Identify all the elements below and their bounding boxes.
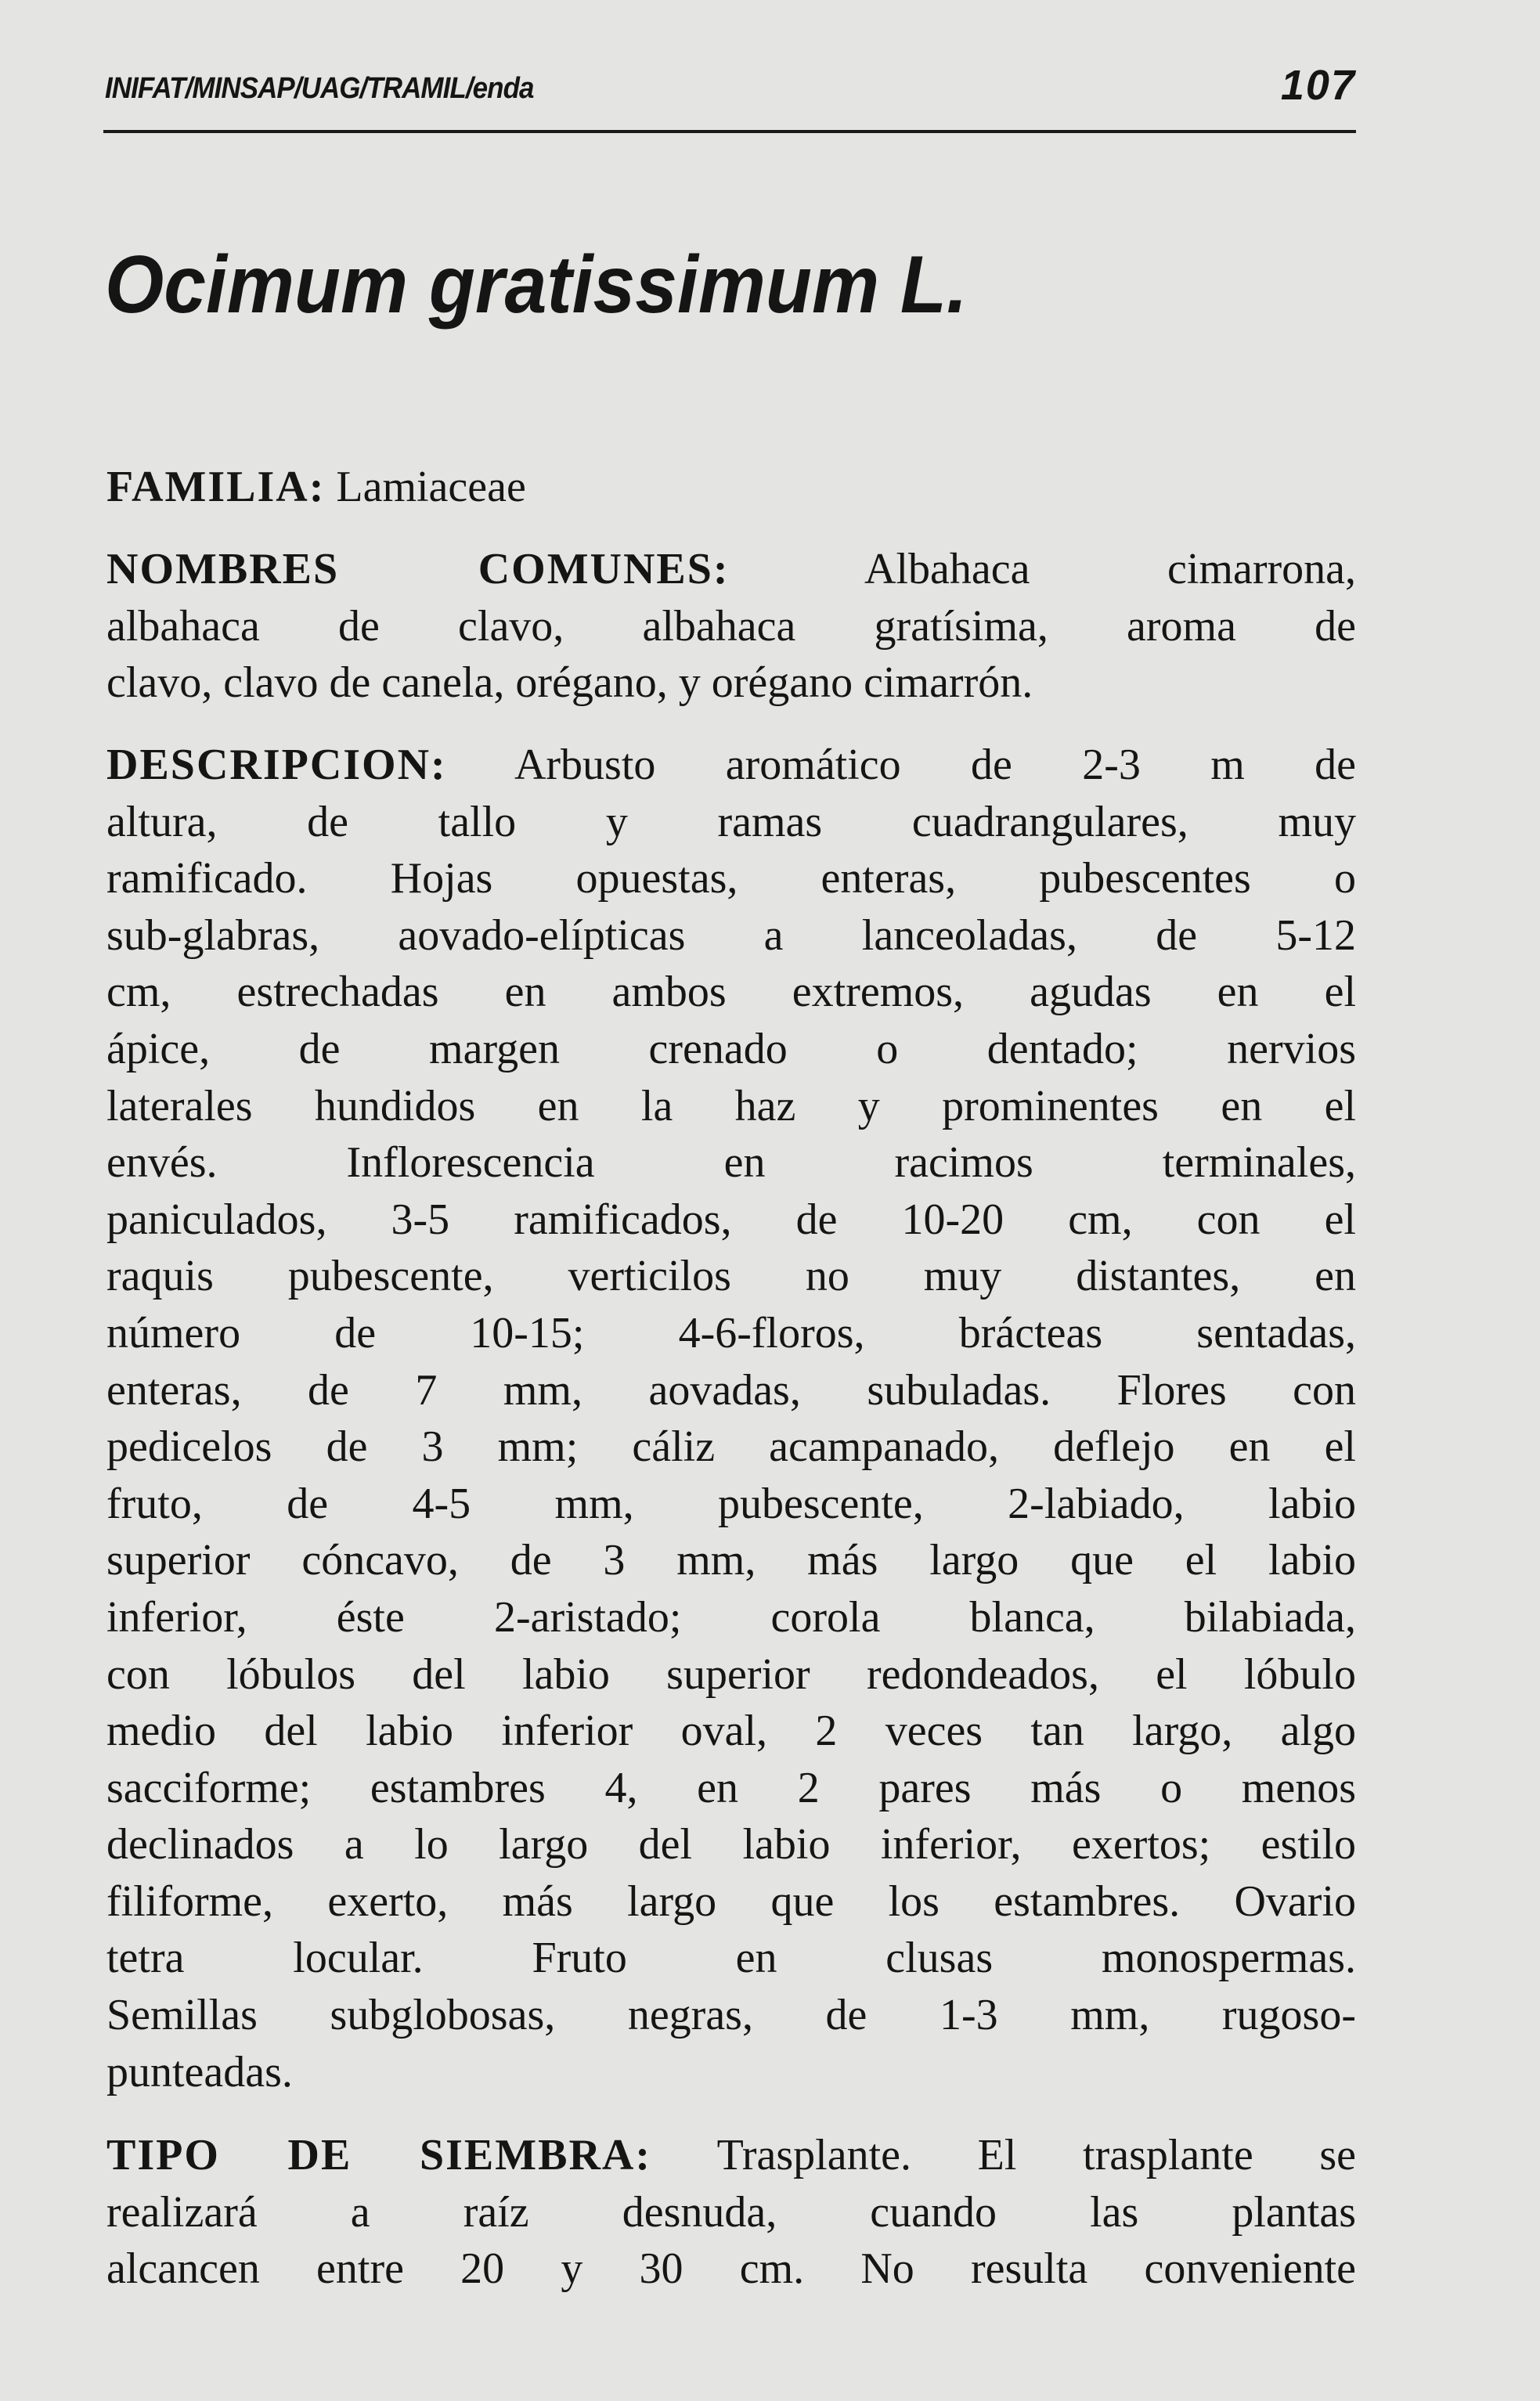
text-line — [106, 1191, 1356, 1249]
line-text: número de 10-15; 4-6-floros, brácteas sentadas, — [106, 1308, 1356, 1357]
line-text: sub-glabras, aovado-elípticas a lanceoladas, de 5-12 — [106, 910, 1356, 960]
line-text: Arbusto aromático de 2-3 m de — [514, 741, 1356, 789]
text-line — [106, 2241, 1356, 2298]
text-line — [106, 1589, 1356, 1646]
line-text: Lamiaceae — [336, 463, 526, 511]
text-line — [106, 2044, 1356, 2101]
line-text: medio del labio inferior oval, 2 veces tan largo, algo — [106, 1707, 1356, 1756]
line-text: envés. Inflorescencia en racimos terminales, — [106, 1138, 1356, 1188]
section-nombres-comunes — [106, 541, 1356, 712]
line-text: declinados a lo largo del labio inferior, exertos; estilo — [106, 1820, 1356, 1869]
line-text: pedicelos de 3 mm; cáliz acampanado, deflejo en el — [106, 1422, 1356, 1472]
line-text: ápice, de margen crenado o dentado; nervios — [106, 1024, 1356, 1073]
header-rule — [103, 130, 1356, 133]
section-label: NOMBRES COMUNES: — [106, 545, 730, 593]
section-tipo-de-siembra — [106, 2127, 1356, 2298]
text-line — [106, 654, 1356, 712]
text-line — [106, 541, 1356, 598]
line-text: Albahaca cimarrona, — [864, 545, 1356, 593]
line-text: raquis pubescente, verticilos no muy distantes, en — [106, 1252, 1356, 1301]
text-line — [106, 1248, 1356, 1305]
text-line — [106, 1134, 1356, 1191]
line-text: Trasplante. El trasplante se — [716, 2131, 1356, 2179]
line-text: cm, estrechadas en ambos extremos, agudas en el — [106, 968, 1356, 1017]
text-line — [106, 907, 1356, 964]
line-text: con lóbulos del labio superior redondeados, el lóbulo — [106, 1649, 1356, 1699]
section-label: FAMILIA: — [106, 463, 326, 511]
text-line — [106, 1816, 1356, 1873]
line-text: laterales hundidos en la haz y prominentes en el — [106, 1081, 1356, 1130]
running-title: INIFAT/MINSAP/UAG/TRAMIL/enda — [105, 72, 534, 105]
line-text: punteadas. — [106, 2047, 293, 2096]
line-text: albahaca de clavo, albahaca gratísima, aroma de — [106, 601, 1356, 651]
line-text: ramificado. Hojas opuestas, enteras, pubescentes o — [106, 854, 1356, 903]
text-line — [106, 459, 1356, 516]
text-line — [106, 1362, 1356, 1419]
line-text: alcancen entre 20 y 30 cm. No resulta conveniente — [106, 2244, 1356, 2294]
line-text: realizará a raíz desnuda, cuando las plantas — [106, 2187, 1356, 2237]
line-text: superior cóncavo, de 3 mm, más largo que el labio — [106, 1536, 1356, 1585]
text-line — [106, 1532, 1356, 1589]
line-text: sacciforme; estambres 4, en 2 pares más o menos — [106, 1763, 1356, 1812]
text-line — [106, 850, 1356, 907]
text-line — [106, 964, 1356, 1021]
line-text: fruto, de 4-5 mm, pubescente, 2-labiado, labio — [106, 1479, 1356, 1528]
text-line — [106, 1703, 1356, 1760]
line-text: clavo, clavo de canela, orégano, y orégano cimarrón. — [106, 658, 1033, 708]
text-line — [106, 1873, 1356, 1931]
line-text: altura, de tallo y ramas cuadrangulares, muy — [106, 797, 1356, 846]
line-text: filiforme, exerto, más largo que los estambres. Ovario — [106, 1876, 1356, 1926]
text-line — [106, 1021, 1356, 1078]
text-line — [106, 1419, 1356, 1476]
line-text: tetra locular. Fruto en clusas monospermas. — [106, 1934, 1356, 1983]
text-line — [106, 1476, 1356, 1533]
text-line — [106, 1987, 1356, 2044]
text-line — [106, 1305, 1356, 1362]
section-descripcion — [106, 737, 1356, 2100]
text-line — [106, 598, 1356, 655]
line-text: Semillas subglobosas, negras, de 1-3 mm, rugoso- — [106, 1991, 1356, 2040]
text-line — [106, 1930, 1356, 1987]
text-line — [106, 1078, 1356, 1135]
text-line — [106, 2127, 1356, 2184]
page-number: 107 — [1280, 62, 1356, 109]
text-line — [106, 1760, 1356, 1817]
line-text: enteras, de 7 mm, aovadas, subuladas. Flores con — [106, 1365, 1356, 1415]
text-line — [106, 2184, 1356, 2241]
section-familia — [106, 459, 1356, 516]
section-label: DESCRIPCION: — [106, 741, 447, 789]
section-label: TIPO DE SIEMBRA: — [106, 2131, 651, 2179]
text-line — [106, 794, 1356, 851]
text-line — [106, 1646, 1356, 1703]
line-text: paniculados, 3-5 ramificados, de 10-20 cm, con el — [106, 1195, 1356, 1244]
page-title: Ocimum gratissimum L. — [105, 240, 968, 330]
line-text: inferior, éste 2-aristado; corola blanca, bilabiada, — [106, 1592, 1356, 1642]
text-line — [106, 737, 1356, 794]
